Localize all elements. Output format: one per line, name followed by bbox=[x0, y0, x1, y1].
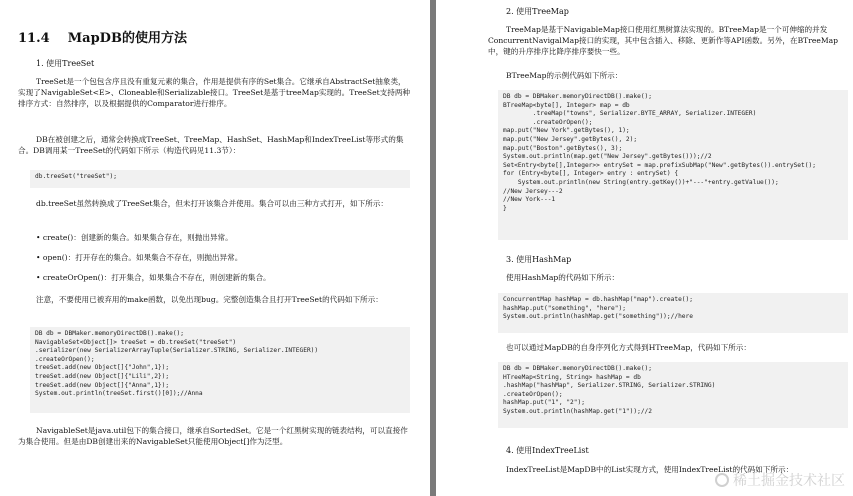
code-line: //New Jersey---2 bbox=[503, 187, 563, 195]
code-line: .createOrOpen(); bbox=[503, 118, 593, 126]
code-line: DB db = DBMaker.memoryDirectDB().make(); bbox=[503, 93, 653, 100]
code-line: System.out.println(hashMap.get("something"));//here bbox=[503, 313, 693, 321]
code-block bbox=[498, 362, 848, 428]
code-line: System.out.println(treeSet.first()[0]);//Anna bbox=[35, 390, 203, 398]
code-line: db.treeSet("treeSet"); bbox=[35, 173, 117, 180]
paragraph: NavigableSet是java.util包下的集合接口，继承自SortedSet。它是一个红黑树实现的链表结构，可以直接作为集合使用。但是由DB创建出来的NavigableSet只能使用Object[]作为泛型。 bbox=[18, 426, 408, 446]
bullet-create-or-open: • createOrOpen()：打开集合，如果集合不存在，则创建新的集合。 bbox=[36, 273, 271, 282]
code-line: System.out.println(hashMap.get("1"));//2 bbox=[503, 407, 653, 415]
code-line: .createOrOpen(); bbox=[503, 390, 563, 398]
code-line: hashMap.put("something", "here"); bbox=[503, 304, 626, 312]
code-line: DB db = DBMaker.memoryDirectDB().make(); bbox=[503, 365, 653, 372]
code-line: System.out.println(map.get("New Jersey".getBytes()));//2 bbox=[503, 153, 712, 161]
code-block bbox=[498, 90, 848, 240]
code-line: hashMap.put("1", "2"); bbox=[503, 399, 585, 407]
bullet-create: • create()：创建新的集合。如果集合存在，则抛出异常。 bbox=[36, 233, 233, 242]
code-line: BTreeMap<byte[], Integer> map = db bbox=[503, 101, 630, 109]
code-line: DB db = DBMaker.memoryDirectDB().make(); bbox=[35, 330, 185, 337]
code-line: .treeMap("towns", Serializer.BYTE_ARRAY, Serializer.INTEGER) bbox=[503, 110, 757, 118]
section-number: 11.4 bbox=[18, 31, 50, 46]
code-line: for (Entry<byte[], Integer> entry : entrySet) { bbox=[503, 170, 679, 178]
watermark bbox=[715, 470, 845, 490]
code-line: //New York---1 bbox=[503, 196, 556, 204]
heading-indextreelist: 4. 使用IndexTreeList bbox=[506, 446, 589, 455]
code-line: map.put("Boston".getBytes(), 3); bbox=[503, 144, 623, 152]
juejin-logo-icon bbox=[715, 473, 729, 487]
code-line: .serializer(new SerializerArrayTuple(Serializer.STRING, Serializer.INTEGER)) bbox=[35, 347, 319, 355]
section-title: MapDB的使用方法 bbox=[67, 31, 187, 46]
right-page bbox=[436, 0, 853, 496]
paragraph: db.treeSet虽然转换成了TreeSet集合，但未打开该集合并使用。集合可以由三种方式打开，如下所示： bbox=[36, 199, 388, 208]
watermark-text: 稀土掘金技术社区 bbox=[733, 473, 845, 489]
paragraph: IndexTreeList是MapDB中的List实现方式，使用IndexTreeList的代码如下所示： bbox=[506, 465, 794, 474]
code-block bbox=[30, 327, 410, 413]
code-line: map.put("New Jersey".getBytes(), 2); bbox=[503, 135, 638, 143]
code-line: System.out.println(new String(entry.getKey())+"---"+entry.getValue()); bbox=[503, 178, 779, 186]
code-line: .createOrOpen(); bbox=[35, 355, 95, 363]
bullet-open: • open()：打开存在的集合。如果集合不存在，则抛出异常。 bbox=[36, 253, 243, 262]
code-line: .hashMap("hashMap", Serializer.STRING, Serializer.STRING) bbox=[503, 382, 716, 390]
section-heading bbox=[18, 27, 187, 46]
code-line: treeSet.add(new Object[]{"Anna",1}); bbox=[35, 381, 170, 389]
heading-hashmap: 3. 使用HashMap bbox=[506, 255, 572, 264]
paragraph: TreeSet是一个包包含序且没有重复元素的集合，作用是提供有序的Set集合。它继承自AbstractSet抽象类，实现了NavigableSet<E>、Cloneable和Serializable接口。TreeSet是基于treeMap实现的。TreeSet支持两种排序方式：自然排序，以及根据提供的Comparator进行排序。 bbox=[18, 77, 411, 108]
paragraph: 注意，不要使用已被弃用的make函数，以免出现bug。完整创造集合且打开TreeSet的代码如下所示： bbox=[36, 295, 383, 304]
code-line: ConcurrentMap hashMap = db.hashMap("map").create(); bbox=[503, 296, 693, 303]
paragraph: 使用HashMap的代码如下所示： bbox=[506, 273, 620, 282]
paragraph: TreeMap是基于NavigableMap接口使用红黑树算法实现的。BTreeMap是一个可伸缩的并发ConcurrentNavigalMap接口的实现，其中包含插入、移除、更新作等API函数。另外，在BTreeMap中，键的升序排序比降序排序要快一些。 bbox=[488, 25, 839, 56]
code-block bbox=[498, 293, 848, 333]
code-line: treeSet.add(new Object[]{"John",1}); bbox=[35, 364, 170, 372]
code-line: map.put("New York".getBytes(), 1); bbox=[503, 127, 630, 135]
paragraph: DB在被创建之后，通常会转换成TreeSet、TreeMap、HashSet、HashMap和IndexTreeList等形式的集合。DB调用某一TreeSet的代码如下所示（构造代码见11.3节）： bbox=[18, 135, 404, 155]
code-line: HTreeMap<String, String> hashMap = db bbox=[503, 373, 641, 381]
code-line: } bbox=[503, 204, 507, 212]
heading-treemap: 2. 使用TreeMap bbox=[506, 7, 569, 16]
code-line: treeSet.add(new Object[]{"Lili",2}); bbox=[35, 372, 170, 380]
paragraph: 也可以通过MapDB的自身序列化方式得到HTreeMap，代码如下所示： bbox=[506, 343, 751, 352]
code-line: Set<Entry<byte[],Integer>> entrySet = map.prefixSubMap("New".getBytes()).entrySet(); bbox=[503, 161, 816, 169]
code-line: NavigableSet<Object[]> treeSet = db.treeSet("treeSet") bbox=[35, 338, 237, 346]
heading-treeset: 1. 使用TreeSet bbox=[36, 59, 95, 68]
paragraph: BTreeMap的示例代码如下所示： bbox=[506, 71, 623, 80]
code-block bbox=[30, 170, 410, 188]
